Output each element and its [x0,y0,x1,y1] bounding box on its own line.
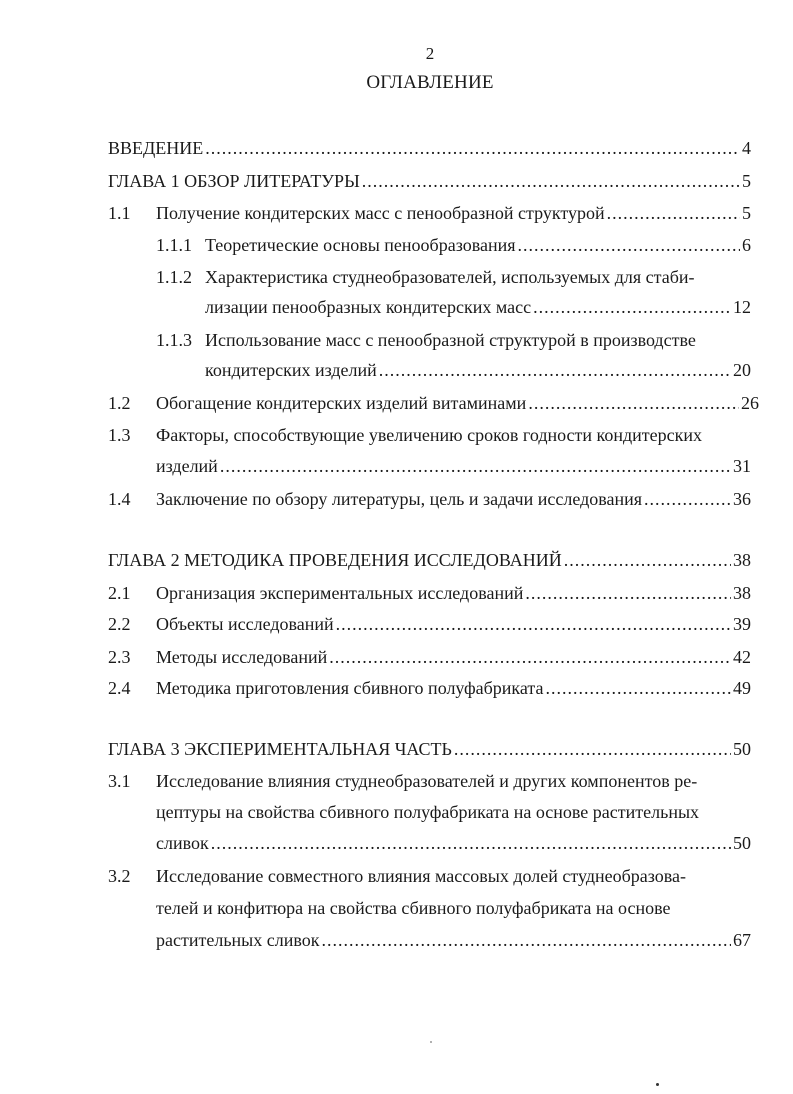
toc-entry-1-1-3-continued[interactable] [205,359,751,381]
toc-entry-chapter-2[interactable] [108,549,751,571]
dot-leader [533,296,731,318]
toc-entry-text: Теоретические основы пенообразования [205,235,516,255]
toc-entry-text: цептуры на свойства сбивного полуфабриката на основе растительных [156,802,700,822]
toc-page-number: 38 [733,583,751,603]
toc-page-number: 36 [733,489,751,509]
toc-page-number: 6 [742,235,751,255]
page-title: ОГЛАВЛЕНИЕ [366,72,494,93]
toc-entry-1-3[interactable] [108,424,759,446]
toc-entry-text: ГЛАВА 1 ОБЗОР ЛИТЕРАТУРЫ [108,171,360,191]
toc-page-number: 50 [733,833,751,853]
toc-entry-text: растительных сливок [156,930,320,950]
toc-entry-chapter-1[interactable] [108,170,751,192]
toc-section-number: 2.1 [108,583,131,603]
toc-entry-text: Методы исследований [156,647,328,667]
toc-section-number: 1.4 [108,489,131,509]
toc-entry-2-3[interactable] [108,646,751,668]
toc-section-number: 3.2 [108,866,131,886]
toc-entry-text: сливок [156,833,209,853]
toc-entry-3-1-continued[interactable] [156,801,756,823]
toc-entry-text: лизации пенообразных кондитерских масс [205,297,532,317]
toc-entry-text: Заключение по обзору литературы, цель и задачи исследования [156,489,643,509]
toc-entry-text: Характеристика студнеобразователей, используемых для стаби- [205,267,695,287]
toc-entry-3-2-continued-2[interactable] [156,929,751,951]
toc-page-number: 20 [733,360,751,380]
toc-entry-text: Факторы, способствующие увеличению сроков годности кондитерских [156,425,703,445]
toc-entry-1-4[interactable] [108,488,751,510]
toc-section-number: 1.1.2 [156,267,192,287]
toc-section-number: 1.1.3 [156,330,192,350]
toc-page-number: 5 [742,203,751,223]
toc-entry-3-2[interactable] [108,865,768,887]
toc-section-number: 3.1 [108,771,131,791]
toc-entry-3-2-continued[interactable] [156,897,756,919]
toc-section-number: 1.3 [108,425,131,445]
dot-leader [379,359,731,381]
toc-page-number: 4 [742,138,751,158]
toc-entry-1-1-2[interactable] [156,266,756,288]
toc-entry-1-3-continued[interactable] [156,455,751,477]
toc-entry-2-4[interactable] [108,677,751,699]
dot-leader [607,202,740,224]
toc-section-number: 1.1.1 [156,235,192,255]
dot-leader [546,677,731,699]
dot-leader [205,137,740,159]
dot-leader [644,488,731,510]
toc-entry-text: Использование масс с пенообразной структурой в производстве [205,330,696,350]
toc-entry-text: изделий [156,456,218,476]
toc-page-number: 49 [733,678,751,698]
dot-leader [336,613,731,635]
toc-entry-text: Исследование совместного влияния массовых долей студнеобразова- [156,866,687,886]
toc-entry-text: Исследование влияния студнеобразователей и других компонентов ре- [156,771,698,791]
toc-entry-text: Организация экспериментальных исследований [156,583,524,603]
toc-entry-text: Объекты исследований [156,614,334,634]
toc-entry-text: ВВЕДЕНИЕ [108,138,204,158]
page-number: 2 [425,44,435,63]
scan-speck [430,1041,432,1043]
toc-entry-3-1[interactable] [108,770,768,792]
dot-leader [220,455,731,477]
toc-page-number: 42 [733,647,751,667]
toc-section-number: 1.2 [108,393,131,413]
dot-leader [211,832,731,854]
dot-leader [528,392,739,414]
toc-entry-2-2[interactable] [108,613,751,635]
toc-page-number: 31 [733,456,751,476]
toc-page-number: 39 [733,614,751,634]
toc-entry-text: Получение кондитерских масс с пенообразной структурой [156,203,605,223]
toc-section-number: 1.1 [108,203,131,223]
toc-entry-3-1-continued-2[interactable] [156,832,751,854]
dot-leader [329,646,731,668]
toc-entry-1-1-1[interactable] [156,234,751,256]
toc-entry-1-1-3[interactable] [156,329,756,351]
toc-page-number: 12 [733,297,751,317]
toc-section-number: 2.2 [108,614,131,634]
toc-page-number: 50 [733,739,751,759]
toc-entry-text: ГЛАВА 3 ЭКСПЕРИМЕНТАЛЬНАЯ ЧАСТЬ [108,739,452,759]
toc-entry-1-2[interactable] [108,392,759,414]
toc-entry-1-1-2-continued[interactable] [205,296,751,318]
toc-entry-text: Методика приготовления сбивного полуфабриката [156,678,544,698]
toc-entry-introduction[interactable] [108,137,751,159]
dot-leader [454,738,731,760]
toc-page-number: 5 [742,171,751,191]
toc-entry-text: ГЛАВА 2 МЕТОДИКА ПРОВЕДЕНИЯ ИССЛЕДОВАНИЙ [108,550,562,570]
dot-leader [362,170,740,192]
toc-entry-text: кондитерских изделий [205,360,377,380]
toc-section-number: 2.4 [108,678,131,698]
dot-leader [525,582,731,604]
dot-leader [564,549,731,571]
toc-entry-text: Обогащение кондитерских изделий витаминами [156,393,527,413]
toc-entry-chapter-3[interactable] [108,738,751,760]
toc-page-number: 67 [733,930,751,950]
dot-leader [518,234,741,256]
toc-entry-2-1[interactable] [108,582,751,604]
toc-page-number: 38 [733,550,751,570]
toc-entry-1-1[interactable] [108,202,751,224]
toc-page-number: 26 [741,393,759,413]
toc-entry-text: телей и конфитюра на свойства сбивного полуфабриката на основе [156,898,671,918]
toc-section-number: 2.3 [108,647,131,667]
scan-speck [656,1083,659,1086]
dot-leader [321,929,731,951]
